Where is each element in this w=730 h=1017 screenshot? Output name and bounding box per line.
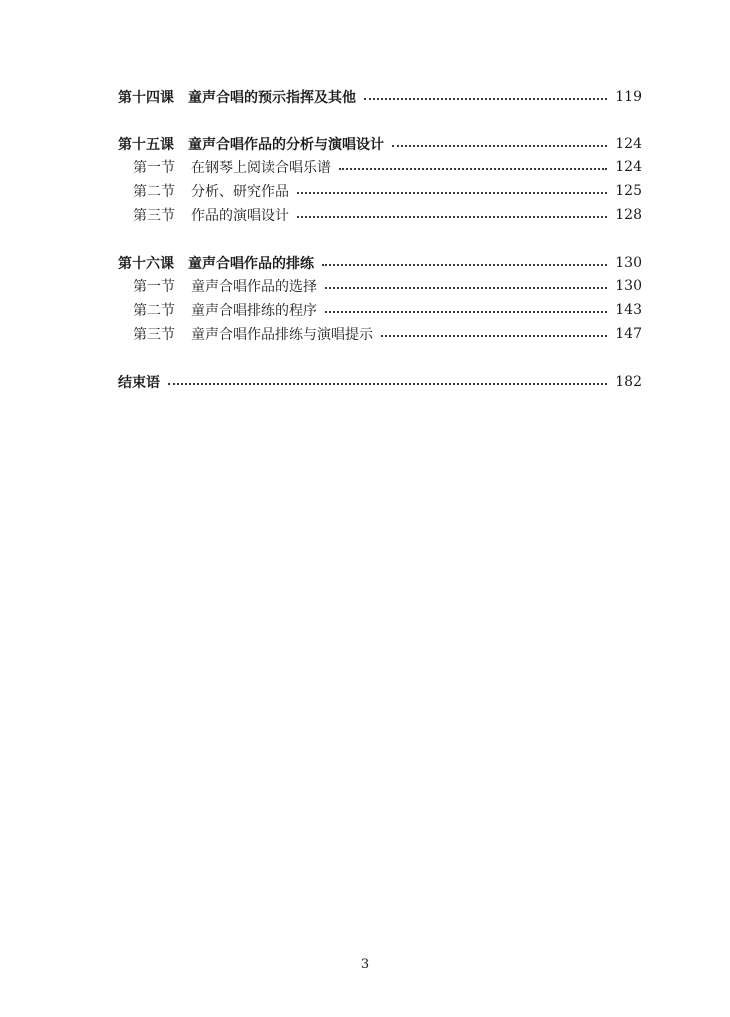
entry-label: 第三节 [133,208,175,224]
toc-entry-lesson-14[interactable] [118,87,642,107]
toc-entry-conclusion[interactable] [118,372,642,392]
dot-leader [322,264,607,266]
toc-entry-section[interactable] [133,324,642,344]
toc-entry-section[interactable] [133,276,642,296]
dot-leader [297,192,607,194]
entry-label: 第一节 [133,279,175,295]
entry-page-number: 125 [615,183,642,199]
toc-entry-section[interactable] [133,157,642,177]
page-number: 3 [360,957,370,972]
entry-label: 第十四课 [118,90,174,106]
entry-title: 作品的演唱设计 [191,208,289,224]
entry-title: 童声合唱作品的排练 [188,256,314,272]
entry-page-number: 182 [615,374,642,390]
entry-page-number: 124 [615,159,642,175]
dot-leader [325,287,607,289]
dot-leader [168,383,607,385]
entry-title: 在钢琴上阅读合唱乐谱 [191,160,331,176]
toc-entry-section[interactable] [133,205,642,225]
entry-label: 第十五课 [118,137,174,153]
dot-leader [339,168,607,170]
entry-page-number: 128 [615,207,642,223]
entry-title: 童声合唱作品排练与演唱提示 [191,327,373,343]
entry-page-number: 119 [615,89,642,105]
entry-label: 第二节 [133,184,175,200]
toc-entry-section[interactable] [133,181,642,201]
toc-entry-lesson-15[interactable] [118,134,642,154]
entry-label: 第二节 [133,303,175,319]
dot-leader [381,335,607,337]
entry-page-number: 124 [615,136,642,152]
entry-label: 结束语 [118,375,160,391]
toc-entry-lesson-16[interactable] [118,253,642,273]
dot-leader [364,98,607,100]
entry-page-number: 130 [615,255,642,271]
dot-leader [325,311,607,313]
entry-title: 童声合唱作品的分析与演唱设计 [188,137,384,153]
dot-leader [392,145,607,147]
entry-title: 分析、研究作品 [191,184,289,200]
entry-page-number: 130 [615,278,642,294]
entry-page-number: 143 [615,302,642,318]
entry-label: 第十六课 [118,256,174,272]
toc-entry-section[interactable] [133,300,642,320]
entry-title: 童声合唱作品的选择 [191,279,317,295]
entry-label: 第一节 [133,160,175,176]
entry-label: 第三节 [133,327,175,343]
dot-leader [297,216,607,218]
entry-page-number: 147 [615,326,642,342]
entry-title: 童声合唱排练的程序 [191,303,317,319]
entry-title: 童声合唱的预示指挥及其他 [188,90,356,106]
